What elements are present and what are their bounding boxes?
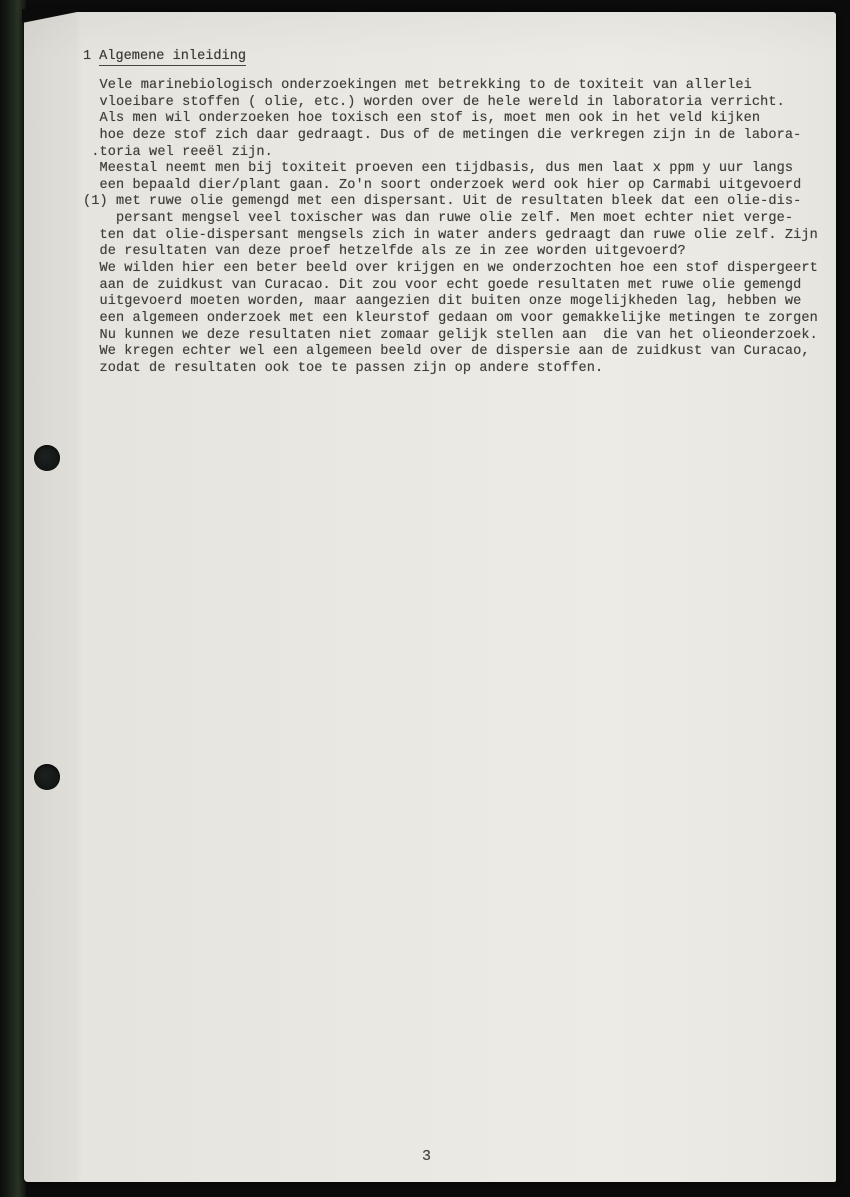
- text-line: uitgevoerd moeten worden, maar aangezien dit buiten onze mogelijkheden lag, hebben we: [83, 294, 802, 310]
- curled-corner-shadow: [22, 9, 92, 23]
- text-line: (1) met ruwe olie gemengd met een dispersant. Uit de resultaten bleek dat een olie-dis-: [83, 194, 802, 210]
- text-line: Vele marinebiologisch onderzoekingen met betrekking to de toxiteit van allerlei: [83, 78, 752, 93]
- paper-sheet: [24, 12, 836, 1182]
- text-line: Als men wil onderzoeken hoe toxisch een stof is, moet men ook in het veld kijken: [83, 111, 761, 127]
- text-line: ten dat olie-dispersant mengsels zich in water anders gedraagt dan ruwe olie zelf. Zijn: [83, 227, 818, 243]
- section-title: Algemene inleiding: [99, 49, 247, 64]
- text-line: aan de zuidkust van Curacao. Dit zou voor echt goede resultaten met ruwe olie gemengd: [83, 277, 802, 293]
- text-line: een algemeen onderzoek met een kleurstof gedaan om voor gemakkelijke metingen te zorgen: [83, 310, 818, 326]
- text-line: Meestal neemt men bij toxiteit proeven een tijdbasis, dus men laat x ppm y uur langs: [83, 161, 794, 177]
- text-line: een bepaald dier/plant gaan. Zo'n soort onderzoek werd ook hier op Carmabi uitgevoerd: [83, 177, 802, 193]
- body-text: [83, 78, 818, 378]
- text-line: hoe deze stof zich daar gedraagt. Dus of de metingen die verkregen zijn in de labora-: [83, 127, 802, 143]
- text-line: vloeibare stoffen ( olie, etc.) worden over de hele wereld in laboratoria verricht.: [83, 94, 785, 110]
- text-line: We wilden hier een beter beeld over krijgen en we onderzochten hoe een stof dispergeert: [83, 261, 818, 277]
- section-number: 1: [83, 49, 92, 64]
- punch-hole-bottom: [34, 764, 60, 790]
- section-heading: [83, 48, 246, 65]
- text-line: zodat de resultaten ook toe te passen zijn op andere stoffen.: [83, 360, 604, 376]
- text-line: de resultaten van deze proef hetzelfde als ze in zee worden uitgevoerd?: [83, 244, 686, 260]
- punch-hole-top: [34, 445, 60, 471]
- text-line: persant mengsel veel toxischer was dan ruwe olie zelf. Men moet echter niet verge-: [83, 211, 794, 227]
- text-line: .toria wel reeël zijn.: [83, 144, 273, 160]
- text-line: Nu kunnen we deze resultaten niet zomaar gelijk stellen aan die van het olieonderzoek.: [83, 327, 818, 343]
- text-line: We kregen echter wel een algemeen beeld over de dispersie aan de zuidkust van Curacao,: [83, 344, 810, 360]
- scanner-edge-left: [0, 0, 26, 1197]
- page-number: 3: [422, 1148, 432, 1165]
